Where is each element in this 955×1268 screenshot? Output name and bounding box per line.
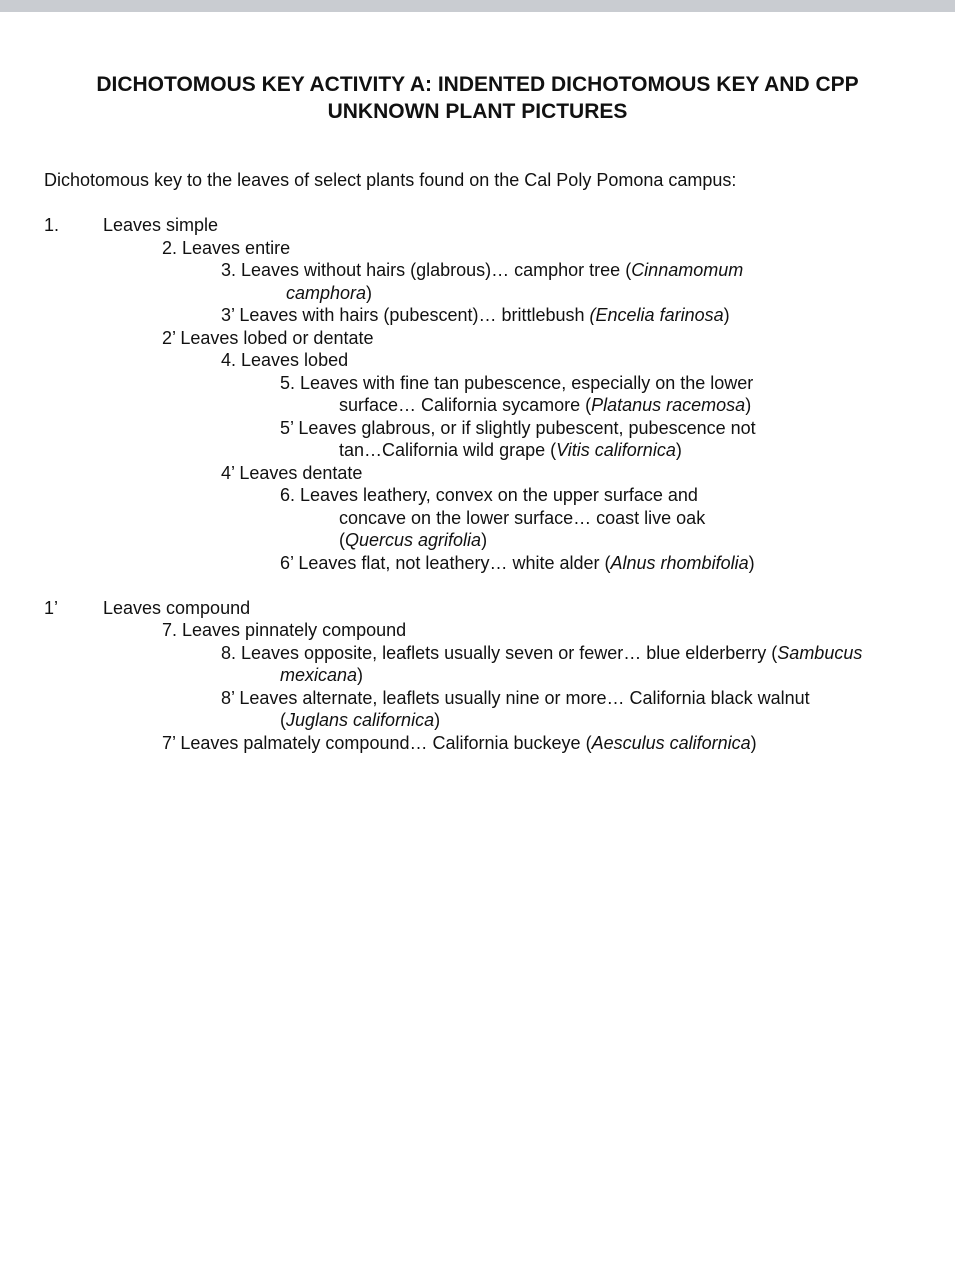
couplet-8-prime: 8’ Leaves alternate, leaflets usually nine or more… California black walnut	[221, 688, 810, 708]
couplet-7-prime: 7’ Leaves palmately compound… California buckeye (Aesculus californica)	[162, 733, 757, 753]
couplet-8-cont: mexicana)	[280, 665, 364, 685]
couplet-3-cont: camphora)	[286, 283, 373, 303]
couplet-5-prime-cont: tan…California wild grape (Vitis californica)	[339, 440, 682, 460]
page-title	[0, 71, 955, 125]
title-line-2: UNKNOWN PLANT PICTURES	[327, 100, 628, 123]
couplet-8: 8. Leaves opposite, leaflets usually seven or fewer… blue elderberry (Sambucus	[221, 643, 863, 663]
couplet-6-prime: 6’ Leaves flat, not leathery… white alder (Alnus rhombifolia)	[280, 553, 755, 573]
couplet-2: 2. Leaves entire	[162, 238, 291, 258]
couplet-3: 3. Leaves without hairs (glabrous)… camphor tree (Cinnamomum	[221, 260, 744, 280]
couplet-6: 6. Leaves leathery, convex on the upper surface and	[280, 485, 698, 505]
couplet-2-prime: 2’ Leaves lobed or dentate	[162, 328, 374, 348]
intro-text: Dichotomous key to the leaves of select plants found on the Cal Poly Pomona campus:	[44, 170, 737, 190]
couplet-1-prime-number: 1’	[44, 598, 59, 618]
couplet-4: 4. Leaves lobed	[221, 350, 349, 370]
title-line-1: DICHOTOMOUS KEY ACTIVITY A: INDENTED DICHOTOMOUS KEY AND CPP	[96, 73, 859, 96]
couplet-7: 7. Leaves pinnately compound	[162, 620, 407, 640]
couplet-6-cont-2: (Quercus agrifolia)	[339, 530, 488, 550]
couplet-8-prime-cont: (Juglans californica)	[280, 710, 441, 730]
couplet-4-prime: 4’ Leaves dentate	[221, 463, 363, 483]
couplet-1-text: Leaves simple	[103, 215, 219, 235]
couplet-1-number: 1.	[44, 215, 60, 235]
couplet-5-prime: 5’ Leaves glabrous, or if slightly pubescent, pubescence not	[280, 418, 756, 438]
couplet-6-cont-1: concave on the lower surface… coast live oak	[339, 508, 706, 528]
couplet-5-cont: surface… California sycamore (Platanus racemosa)	[339, 395, 752, 415]
couplet-5: 5. Leaves with fine tan pubescence, especially on the lower	[280, 373, 754, 393]
couplet-1-prime-text: Leaves compound	[103, 598, 251, 618]
couplet-3-prime: 3’ Leaves with hairs (pubescent)… brittlebush (Encelia farinosa)	[221, 305, 730, 325]
top-scroll-bar	[0, 0, 955, 12]
